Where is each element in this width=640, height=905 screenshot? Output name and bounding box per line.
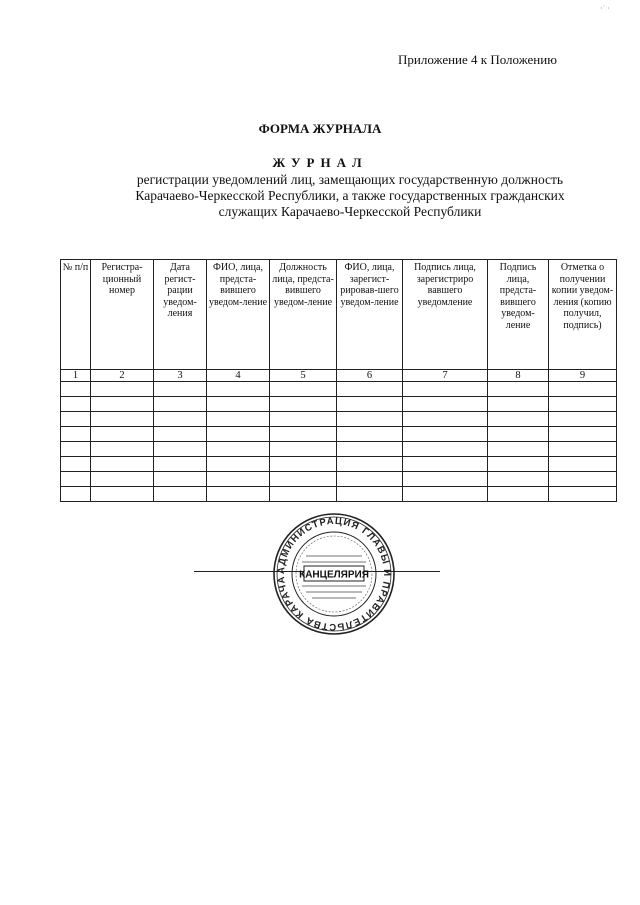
table-cell: [91, 427, 154, 442]
table-cell: [207, 382, 270, 397]
table-cell: [403, 487, 488, 502]
table-cell: [488, 427, 549, 442]
table-cell: [403, 472, 488, 487]
table-cell: [207, 427, 270, 442]
table-cell: [91, 487, 154, 502]
table-cell: [91, 382, 154, 397]
table-cell: [154, 487, 207, 502]
table-cell: [154, 382, 207, 397]
subtitle-line-2: Карачаево-Черкесской Республики, а также государственных гражданских: [135, 188, 565, 203]
column-header: Подпись лица, предста-вившего уведом-ление: [488, 260, 549, 370]
table-cell: [549, 382, 617, 397]
column-header: № п/п: [61, 260, 91, 370]
table-cell: [270, 397, 337, 412]
form-title: ФОРМА ЖУРНАЛА: [258, 121, 382, 136]
seal-graphic: [272, 512, 396, 636]
table-cell: [270, 487, 337, 502]
table-cell: [61, 442, 91, 457]
table-cell: [154, 442, 207, 457]
table-header-row: [61, 260, 617, 370]
table-cell: [337, 397, 403, 412]
table-cell: [337, 427, 403, 442]
column-header: Дата регист-рации уведом-ления: [154, 260, 207, 370]
table-row: [61, 472, 617, 487]
table-cell: [403, 442, 488, 457]
appendix-label: Приложение 4 к Положению: [398, 52, 557, 67]
table-cell: [207, 472, 270, 487]
table-cell: [488, 487, 549, 502]
table-cell: [61, 427, 91, 442]
table-cell: [549, 487, 617, 502]
table-cell: [403, 427, 488, 442]
table-cell: [337, 382, 403, 397]
scan-mark: ·˙ ·: [600, 4, 610, 13]
table-row: [61, 382, 617, 397]
column-number: 9: [549, 370, 617, 382]
table-cell: [61, 412, 91, 427]
table-cell: [207, 457, 270, 472]
table-cell: [91, 457, 154, 472]
table-cell: [154, 457, 207, 472]
seal-outer-text: АДМИНИСТРАЦИЯ ГЛАВЫ И ПРАВИТЕЛЬСТВА КАРАЧА: [275, 515, 393, 633]
column-header: Должность лица, предста-вившего уведом-ление: [270, 260, 337, 370]
table-cell: [549, 457, 617, 472]
table-cell: [549, 397, 617, 412]
table-row: [61, 457, 617, 472]
table-cell: [61, 457, 91, 472]
table-cell: [270, 442, 337, 457]
table-cell: [270, 427, 337, 442]
table-cell: [403, 412, 488, 427]
column-number: 5: [270, 370, 337, 382]
column-header: Отметка о получении копии уведом-ления (копию получил, подпись): [549, 260, 617, 370]
table-cell: [270, 382, 337, 397]
column-number: 2: [91, 370, 154, 382]
table-cell: [337, 457, 403, 472]
column-number-row: [61, 370, 617, 382]
table-cell: [488, 472, 549, 487]
table-cell: [337, 442, 403, 457]
table-cell: [549, 427, 617, 442]
table-cell: [403, 457, 488, 472]
table-cell: [549, 472, 617, 487]
column-number: 3: [154, 370, 207, 382]
table-cell: [549, 412, 617, 427]
official-seal: [272, 512, 396, 641]
table-cell: [61, 397, 91, 412]
table-cell: [403, 382, 488, 397]
table-row: [61, 442, 617, 457]
table-cell: [270, 412, 337, 427]
subtitle-line-3: служащих Карачаево-Черкесской Республики: [218, 204, 482, 219]
table-cell: [488, 457, 549, 472]
journal-title: ЖУРНАЛ: [272, 155, 368, 170]
column-number: 8: [488, 370, 549, 382]
column-header: Подпись лица, зарегистриро вавшего уведомление: [403, 260, 488, 370]
table-row: [61, 397, 617, 412]
table-cell: [91, 472, 154, 487]
table-cell: [403, 397, 488, 412]
journal-table: [60, 259, 617, 502]
column-number: 4: [207, 370, 270, 382]
table-cell: [154, 472, 207, 487]
table-cell: [488, 397, 549, 412]
table-cell: [207, 412, 270, 427]
seal-center-text: КАНЦЕЛЯРИЯ: [299, 569, 369, 581]
table-cell: [337, 412, 403, 427]
column-header: ФИО, лица, предста-вившего уведом-ление: [207, 260, 270, 370]
table-cell: [549, 442, 617, 457]
column-number: 6: [337, 370, 403, 382]
table-cell: [337, 487, 403, 502]
column-header: ФИО, лица, зарегист-рировав-шего уведом-ление: [337, 260, 403, 370]
table-cell: [61, 382, 91, 397]
journal-subtitle: [60, 172, 640, 220]
table-row: [61, 412, 617, 427]
table-cell: [337, 472, 403, 487]
table-cell: [91, 397, 154, 412]
table-cell: [488, 382, 549, 397]
table-cell: [207, 487, 270, 502]
column-header: Регистра-ционный номер: [91, 260, 154, 370]
table-cell: [91, 442, 154, 457]
table-cell: [270, 472, 337, 487]
column-number: 1: [61, 370, 91, 382]
table-cell: [207, 442, 270, 457]
table-cell: [270, 457, 337, 472]
table-cell: [91, 412, 154, 427]
table-cell: [61, 472, 91, 487]
table-cell: [488, 412, 549, 427]
column-number: 7: [403, 370, 488, 382]
table-cell: [488, 442, 549, 457]
table-cell: [154, 397, 207, 412]
table-cell: [154, 427, 207, 442]
table-row: [61, 487, 617, 502]
table-cell: [61, 487, 91, 502]
table-cell: [207, 397, 270, 412]
table-row: [61, 427, 617, 442]
subtitle-line-1: регистрации уведомлений лиц, замещающих государственную должность: [136, 172, 564, 187]
table-cell: [154, 412, 207, 427]
